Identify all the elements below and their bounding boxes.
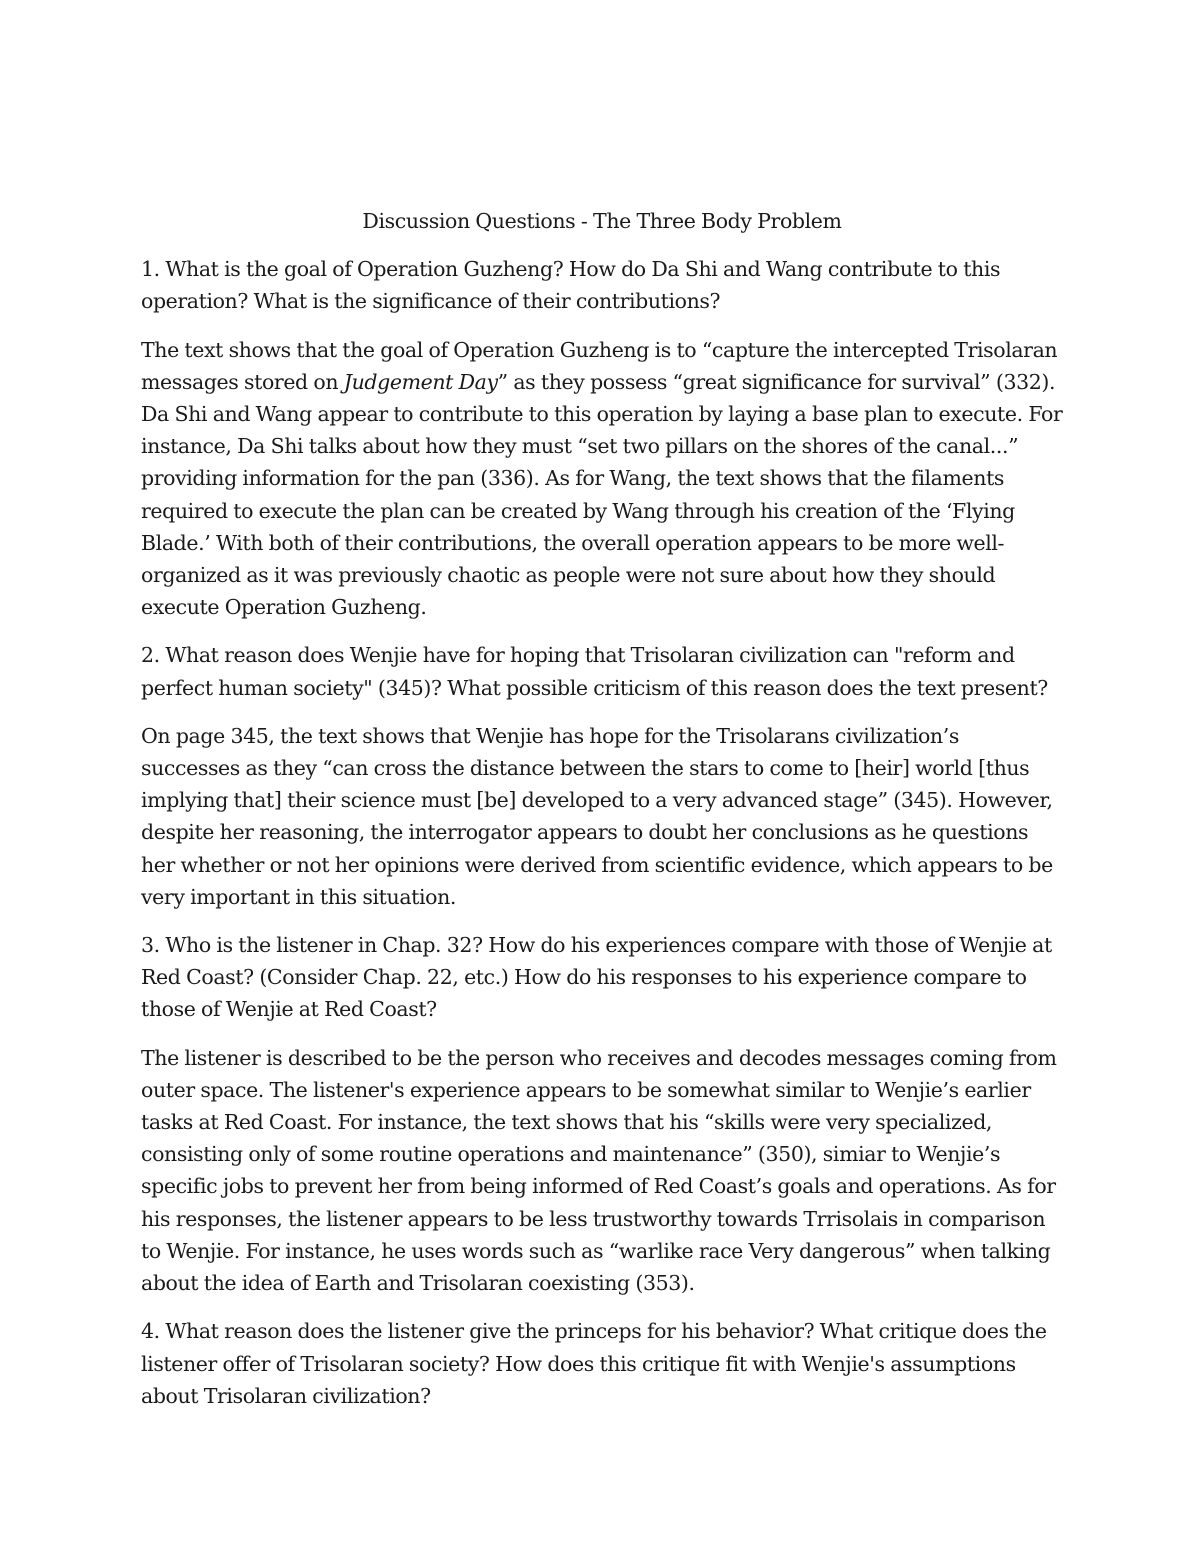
answer-3: The listener is described to be the person who receives and decodes messages coming from outer space. The listener's experience appears to be somewhat similar to Wenjie’s earlier tasks at Red Coast. For instance, the text shows that his “skills were very specialized, consisting only of some routine operations and maintenance” (350), simiar to Wenjie’s specific jobs to prevent her from being informed of Red Coast’s goals and operations. As for his responses, the listener appears to be less trustworthy towards Trrisolais in comparison to Wenjie. For instance, he uses words such as “warlike race Very dangerous” when talking about the idea of Earth and Trisolaran coexisting (353). bbox=[141, 1045, 1057, 1296]
question-4: 4. What reason does the listener give the princeps for his behavior? What critique does the listener offer of Trisolaran society? How does this critique fit with Wenjie's assumptions about Trisolaran civilization? bbox=[141, 1319, 1047, 1408]
book-title-italic: Judgement Day bbox=[343, 369, 498, 394]
answer-1-text-end: ” as they possess “great significance for survival” (332). Da Shi and Wang appear to contribute to this operation by laying a base plan to execute. For instance, Da Shi talks about how they must “set two pillars on the shores of the canal...” providing information for the pan (336). As for Wang, the text shows that the filaments required to execute the plan can be created by Wang through his creation of the ‘Flying Blade.’ With both of their contributions, the overall operation appears to be more well-organized as it was previously chaotic as people were not sure about how they should execute Operation Guzheng. bbox=[141, 369, 1063, 620]
answer-2: On page 345, the text shows that Wenjie has hope for the Trisolarans civilization’s successes as they “can cross the distance between the stars to come to [heir] world [thus implying that] their science must [be] developed to a very advanced stage” (345). However, despite her reasoning, the interrogator appears to doubt her conclusions as he questions her whether or not her opinions were derived from scientific evidence, which appears to be very important in this situation. bbox=[141, 723, 1053, 909]
question-1: 1. What is the goal of Operation Guzheng? How do Da Shi and Wang contribute to this operation? What is the significance of their contributions? bbox=[141, 257, 1001, 314]
answer-1 bbox=[141, 334, 1063, 624]
document-body bbox=[141, 205, 1063, 1428]
answer-1-text-start: The text shows that the goal of Operation Guzheng is to “capture the intercepted Trisolaran messages stored on bbox=[141, 337, 1058, 394]
question-2: 2. What reason does Wenjie have for hoping that Trisolaran civilization can "reform and perfect human society" (345)? What possible criticism of this reason does the text present? bbox=[141, 643, 1048, 700]
document-title: Discussion Questions - The Three Body Problem bbox=[362, 209, 842, 233]
question-3: 3. Who is the listener in Chap. 32? How do his experiences compare with those of Wenjie at Red Coast? (Consider Chap. 22, etc.) How do his responses to his experience compare to those of Wenjie at Red Coast? bbox=[141, 933, 1052, 1022]
